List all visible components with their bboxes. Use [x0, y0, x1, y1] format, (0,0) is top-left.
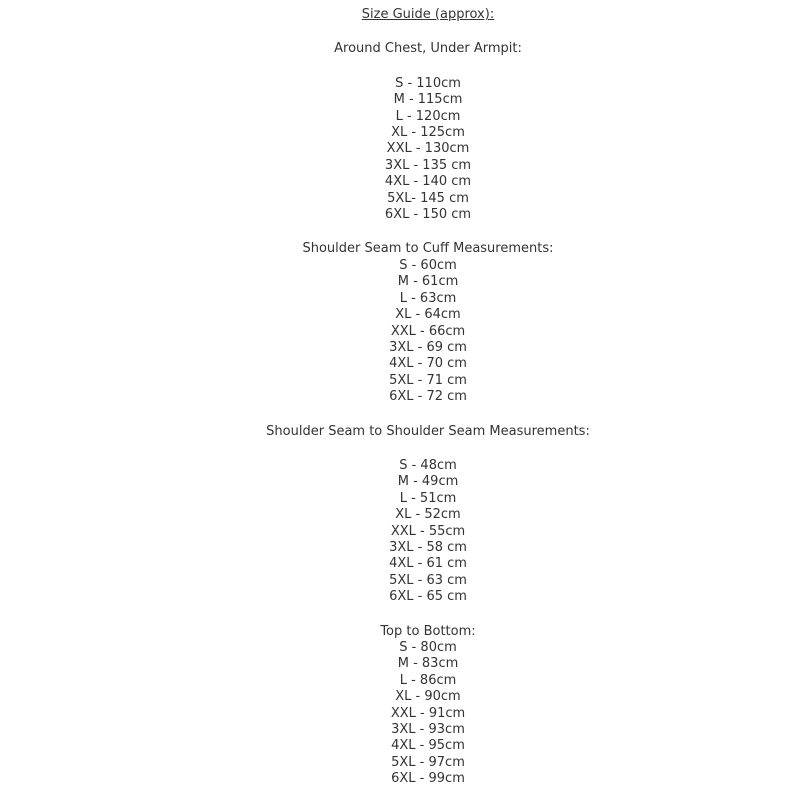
section-heading: Around Chest, Under Armpit: [334, 41, 522, 57]
measurement-line: 5XL - 97cm [391, 754, 465, 770]
section-heading: Top to Bottom: [380, 623, 476, 639]
measurement-line: 4XL - 140 cm [384, 174, 472, 190]
measurement-line: XL - 64cm [395, 307, 461, 323]
size-guide-section [56, 241, 800, 405]
measurement-line: S - 80cm [399, 640, 457, 655]
measurement-line: L - 120cm [395, 108, 461, 124]
size-guide-section [56, 41, 800, 223]
measurement-line: L - 51cm [399, 490, 457, 506]
measurement-line: 3XL - 93cm [391, 722, 465, 738]
measurement-line: S - 110cm [395, 75, 461, 91]
measurement-list [56, 258, 800, 406]
measurement-line: 5XL - 63 cm [389, 572, 467, 588]
measurement-line: 4XL - 95cm [391, 738, 465, 754]
size-guide-section [56, 624, 800, 788]
measurement-line: S - 48cm [399, 457, 457, 473]
measurement-line: 5XL - 71 cm [389, 372, 467, 388]
measurement-list [56, 76, 800, 224]
measurement-line: XXL - 91cm [390, 705, 466, 721]
measurement-line: 4XL - 70 cm [389, 356, 467, 372]
measurement-line: M - 83cm [397, 656, 459, 672]
size-guide-section [56, 424, 800, 606]
measurement-line: 6XL - 150 cm [384, 207, 472, 223]
measurement-line: 3XL - 69 cm [389, 339, 467, 355]
measurement-line: M - 115cm [393, 92, 463, 108]
measurement-line: XXL - 55cm [390, 523, 466, 539]
measurement-list [56, 640, 800, 788]
measurement-line: XXL - 66cm [390, 323, 466, 339]
measurement-line: L - 86cm [399, 672, 457, 688]
measurement-list [56, 458, 800, 606]
page-title: Size Guide (approx): [361, 7, 495, 22]
measurement-line: 3XL - 135 cm [384, 157, 472, 173]
measurement-line: XL - 90cm [395, 689, 461, 705]
measurement-line: 6XL - 65 cm [389, 589, 467, 605]
section-heading: Shoulder Seam to Cuff Measurements: [302, 241, 554, 257]
measurement-line: S - 60cm [399, 257, 457, 273]
measurement-line: L - 63cm [399, 290, 457, 306]
measurement-line: XL - 52cm [395, 507, 461, 523]
size-guide-content [56, 0, 800, 788]
measurement-line: M - 61cm [397, 274, 459, 290]
section-heading: Shoulder Seam to Shoulder Seam Measurements: [266, 423, 590, 439]
measurement-line: 6XL - 72 cm [389, 389, 467, 405]
measurement-line: 4XL - 61 cm [389, 556, 467, 572]
measurement-line: XL - 125cm [391, 125, 465, 141]
size-guide-sections [56, 41, 800, 787]
measurement-line: 3XL - 58 cm [389, 539, 467, 555]
measurement-line: XXL - 130cm [386, 141, 470, 157]
measurement-line: 5XL- 145 cm [387, 190, 469, 206]
measurement-line: 6XL - 99cm [391, 771, 465, 787]
measurement-line: M - 49cm [397, 474, 459, 490]
